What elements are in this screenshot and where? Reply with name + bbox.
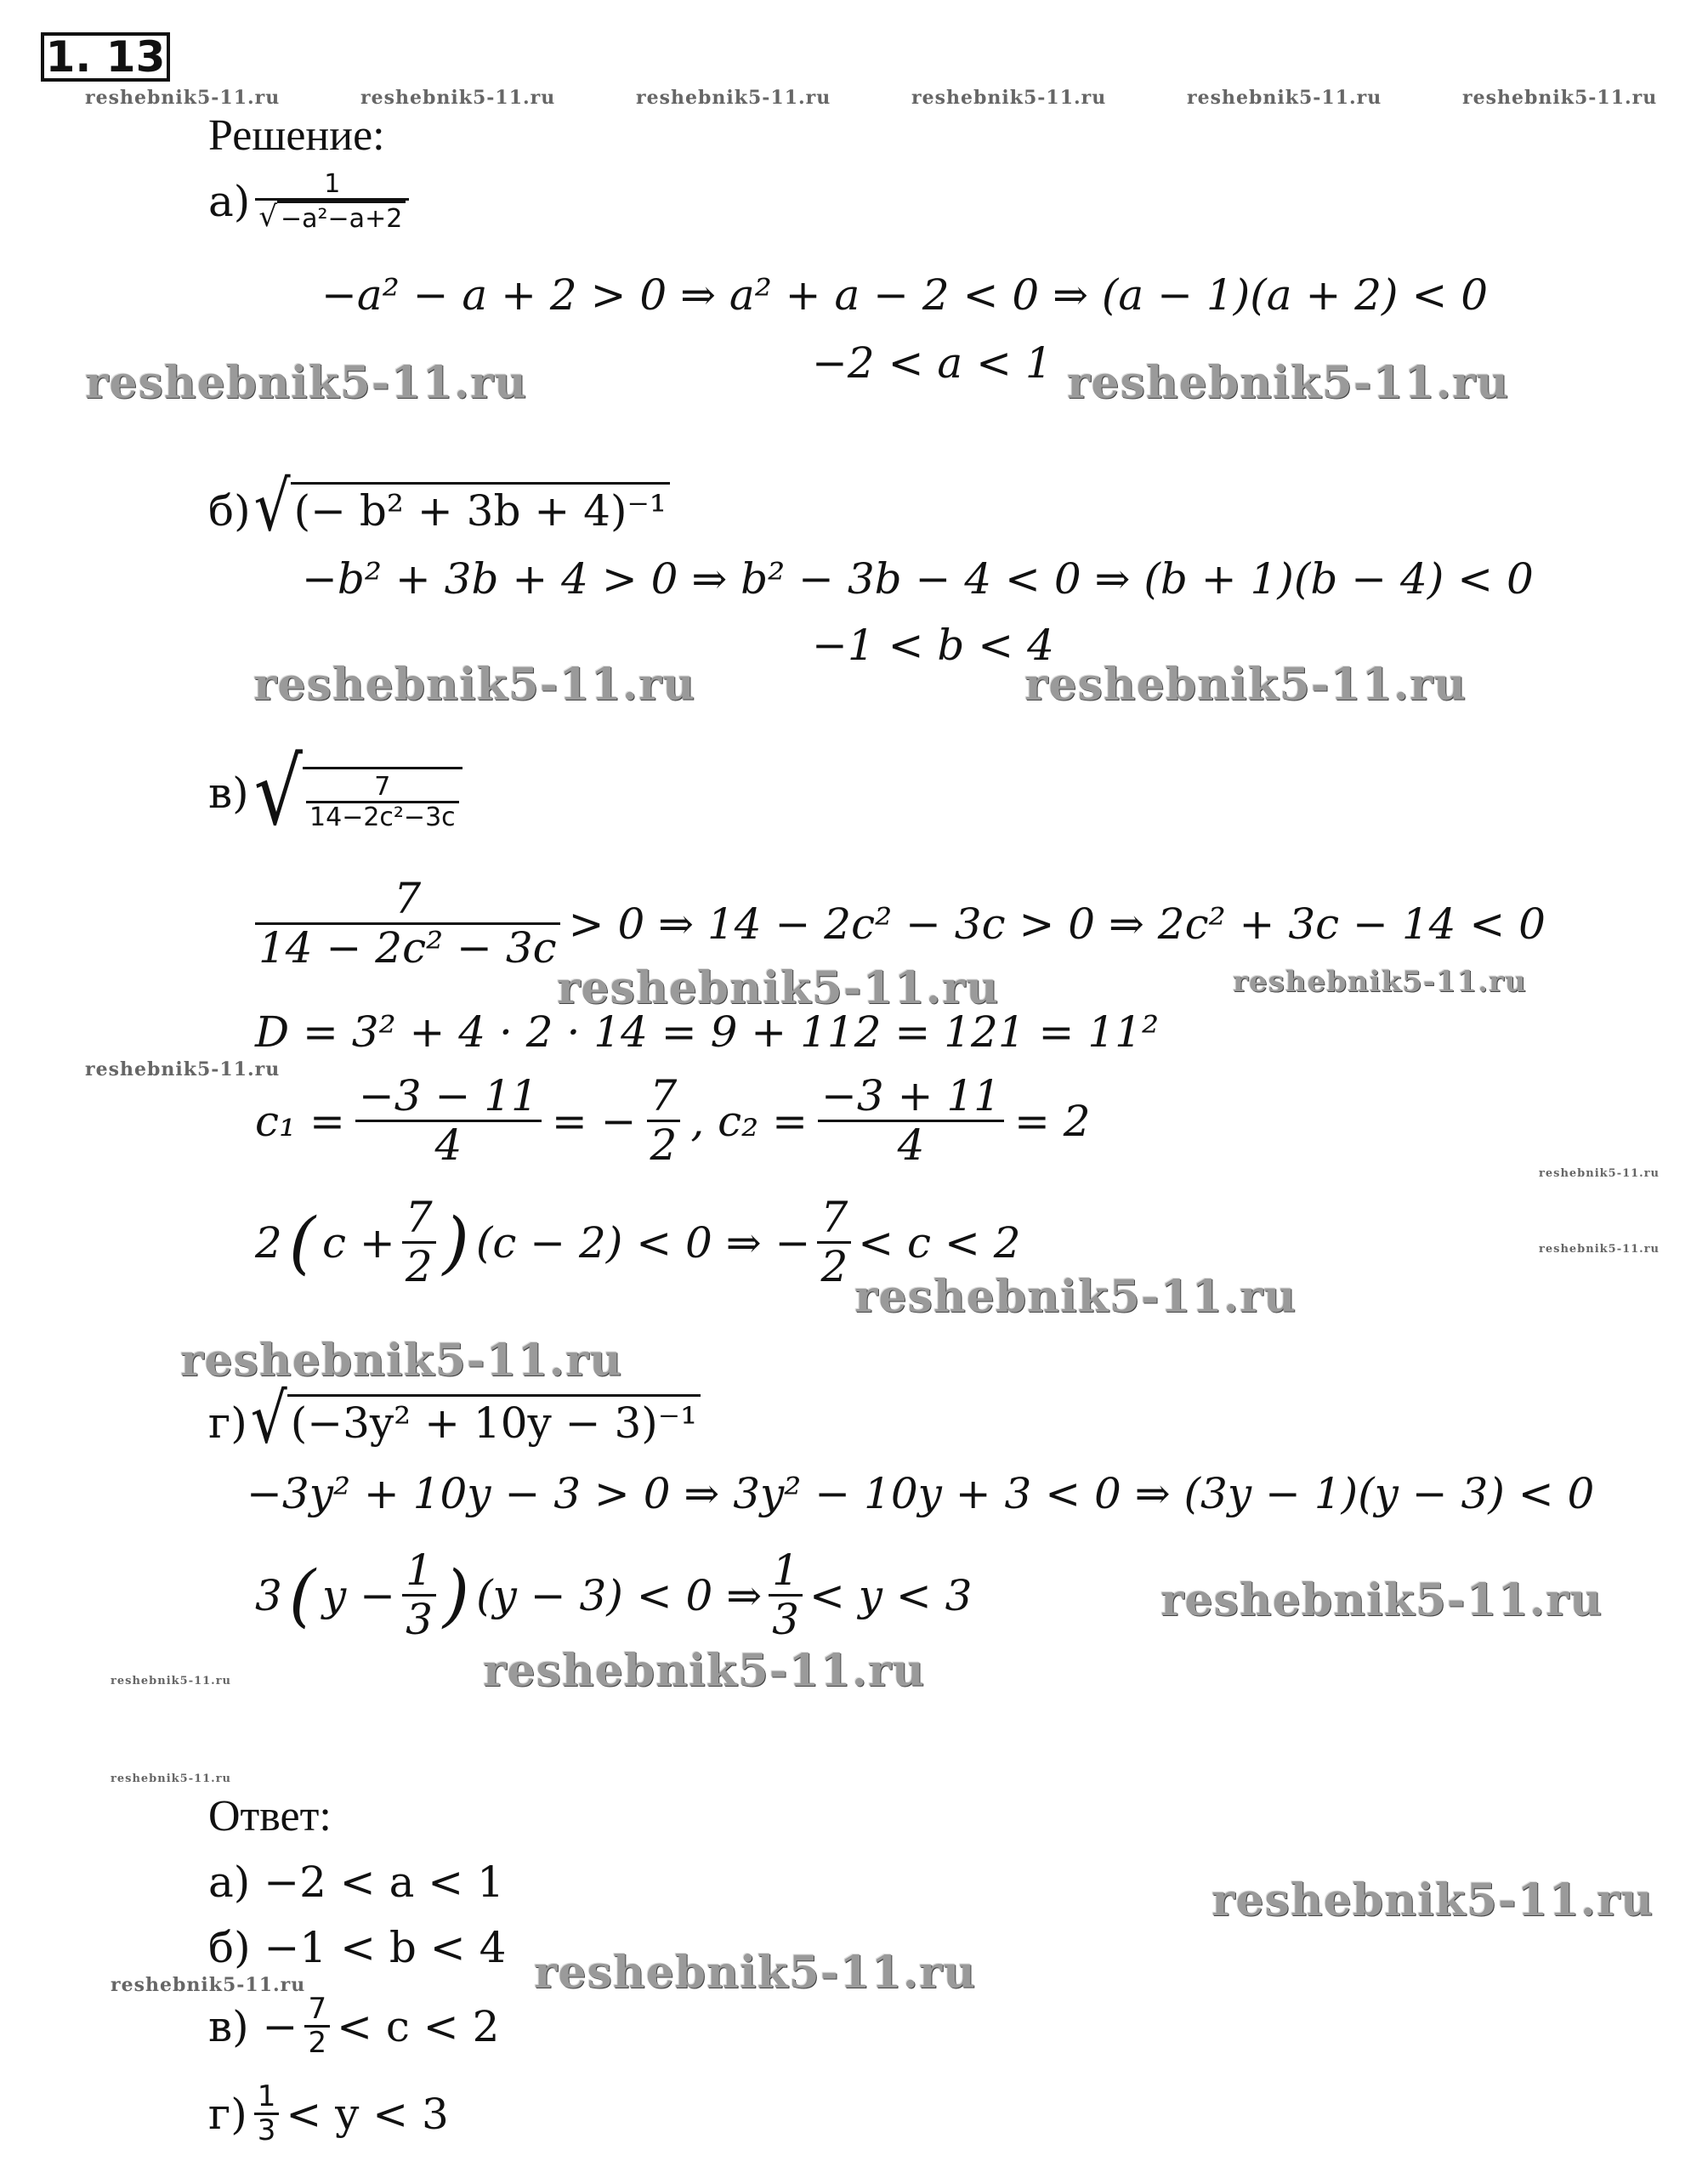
watermark: reshebnik5-11.ru: [111, 1772, 232, 1785]
watermark: reshebnik5-11.ru: [1211, 1875, 1654, 1926]
paren-open: (: [288, 1555, 316, 1635]
factor-rest: (y − 3) < 0 ⇒: [476, 1570, 763, 1620]
denominator: 2: [820, 1242, 848, 1291]
fraction: [402, 1194, 436, 1290]
fraction: [255, 876, 560, 972]
watermark: reshebnik5-11.ru: [854, 1271, 1297, 1323]
part-b-line2: −1 < b < 4: [812, 621, 1054, 670]
watermark: reshebnik5-11.ru: [111, 1974, 306, 1996]
answer-c: [208, 1994, 499, 2060]
denominator: 3: [406, 1595, 433, 1644]
part-a-fraction: [255, 170, 409, 233]
radicand: (−3y² + 10y − 3)⁻¹: [287, 1394, 701, 1448]
watermark: reshebnik5-11.ru: [483, 1645, 926, 1697]
denominator: 14 − 2c² − 3c: [258, 923, 557, 973]
factor: y −: [322, 1570, 396, 1620]
denominator: 2: [405, 1242, 433, 1291]
watermark: reshebnik5-11.ru: [85, 87, 281, 109]
sqrt-sign: √ $\frac{7}{\text{14−2c²−3c}}$: [254, 755, 462, 831]
watermark: reshebnik5-11.ru: [1233, 965, 1527, 999]
radicand: −a²−a+2: [277, 201, 406, 233]
part-a-label: а): [208, 177, 251, 226]
paren-open: (: [288, 1202, 316, 1282]
part-a-line1: −a² − a + 2 > 0 ⇒ a² + a − 2 < 0 ⇒ (a − 1)(a + 2) < 0: [321, 270, 1489, 320]
watermark: reshebnik5-11.ru: [1067, 357, 1510, 409]
radicand: [303, 767, 462, 831]
denominator: 2: [650, 1120, 678, 1170]
fraction: [355, 1073, 542, 1169]
part-d-label: г): [208, 1398, 247, 1448]
numerator: 1: [772, 1546, 799, 1595]
fraction: [818, 1073, 1004, 1169]
denominator: √ −a²−a+2: [255, 201, 409, 233]
watermark: reshebnik5-11.ru: [911, 87, 1107, 109]
coefficient: 2: [255, 1217, 282, 1268]
part-b-expression: [208, 466, 670, 547]
result: < c < 2: [858, 1217, 1021, 1268]
fraction: [402, 1547, 436, 1643]
c2-result: = 2: [1014, 1096, 1091, 1146]
numerator: 7: [650, 1071, 678, 1120]
watermark: reshebnik5-11.ru: [360, 87, 556, 109]
denominator: 14−2c²−3c: [309, 803, 456, 832]
numerator: 7: [820, 1193, 848, 1242]
answer-d: [208, 2081, 449, 2147]
numerator: 7: [405, 1193, 433, 1242]
denominator: 3: [257, 2113, 276, 2148]
part-a-line2: −2 < a < 1: [812, 338, 1053, 388]
answer-c-label: в) −: [208, 2001, 298, 2051]
part-b-line1: −b² + 3b + 4 > 0 ⇒ b² − 3b − 4 < 0 ⇒ (b + 1)(b − 4) < 0: [302, 554, 1534, 604]
denominator: 4: [434, 1120, 462, 1170]
coefficient: 3: [255, 1570, 282, 1620]
numerator: 1: [406, 1546, 433, 1595]
part-c-inequality: [255, 876, 1546, 972]
watermark: reshebnik5-11.ru: [1187, 87, 1382, 109]
fraction: [647, 1073, 681, 1169]
watermark: reshebnik5-11.ru: [1024, 659, 1467, 711]
numerator: 7: [308, 1992, 327, 2026]
part-a-expression: [208, 170, 409, 233]
answer-d-label: г): [208, 2089, 247, 2139]
watermark: reshebnik5-11.ru: [534, 1947, 977, 1999]
part-d-expression: [208, 1378, 701, 1459]
solution-header: Решение:: [208, 111, 385, 160]
denominator: 3: [772, 1595, 799, 1644]
paren-close: ): [442, 1555, 470, 1635]
numerator: 1: [257, 2079, 276, 2113]
fraction: [254, 2081, 280, 2147]
watermark: reshebnik5-11.ru: [1462, 87, 1658, 109]
part-c-label: в): [208, 769, 249, 818]
watermark: reshebnik5-11.ru: [180, 1335, 623, 1387]
numerator: 7: [374, 772, 391, 802]
part-c-discriminant: D = 3² + 4 · 2 · 14 = 9 + 112 = 121 = 11²: [255, 1007, 1159, 1057]
equals-minus: = −: [551, 1096, 637, 1146]
part-c-expression: [208, 739, 462, 847]
fraction: [304, 1994, 330, 2060]
radicand: (− b² + 3b + 4)⁻¹: [291, 482, 670, 536]
answer-a: а) −2 < a < 1: [208, 1858, 504, 1907]
inequality-rest: > 0 ⇒ 14 − 2c² − 3c > 0 ⇒ 2c² + 3c − 14 < 0: [568, 899, 1546, 949]
sqrt-sign: √ (− b² + 3b + 4)⁻¹: [254, 478, 670, 536]
part-d-line1: −3y² + 10y − 3 > 0 ⇒ 3y² − 10y + 3 < 0 ⇒ (3y − 1)(y − 3) < 0: [247, 1469, 1595, 1518]
factor-rest: (c − 2) < 0 ⇒ −: [475, 1217, 811, 1268]
numerator: 1: [324, 169, 341, 199]
watermark: reshebnik5-11.ru: [557, 962, 1000, 1014]
c2-label: , c₂ =: [690, 1096, 808, 1146]
fraction: [306, 773, 459, 831]
fraction: [817, 1194, 851, 1290]
part-b-label: б): [208, 485, 251, 536]
watermark: reshebnik5-11.ru: [636, 87, 831, 109]
watermark: reshebnik5-11.ru: [85, 357, 528, 409]
watermark: reshebnik5-11.ru: [111, 1675, 232, 1687]
watermark: reshebnik5-11.ru: [1539, 1243, 1660, 1256]
denominator: 2: [308, 2026, 327, 2061]
watermark: reshebnik5-11.ru: [1160, 1574, 1603, 1626]
watermark: reshebnik5-11.ru: [1539, 1167, 1660, 1180]
answer-header: Ответ:: [208, 1792, 332, 1841]
fraction: [769, 1547, 803, 1643]
problem-number: 1. 13: [41, 32, 170, 82]
numerator: 7: [394, 874, 422, 923]
watermark: reshebnik5-11.ru: [253, 659, 696, 711]
watermark: reshebnik5-11.ru: [85, 1058, 281, 1080]
sqrt-sign: √ (−3y² + 10y − 3)⁻¹: [251, 1390, 701, 1448]
numerator: −3 + 11: [820, 1071, 1001, 1120]
answer-c-end: < c < 2: [337, 2001, 500, 2051]
part-c-roots: [255, 1073, 1091, 1169]
part-d-factored: [255, 1547, 973, 1643]
numerator: −3 − 11: [358, 1071, 538, 1120]
answer-b: б) −1 < b < 4: [208, 1923, 507, 1972]
answer-d-end: < y < 3: [286, 2089, 449, 2139]
factor: c +: [322, 1217, 395, 1268]
denominator: 4: [897, 1120, 925, 1170]
paren-close: ): [442, 1202, 469, 1282]
result: < y < 3: [809, 1570, 973, 1620]
c1-label: c₁ =: [255, 1096, 345, 1146]
